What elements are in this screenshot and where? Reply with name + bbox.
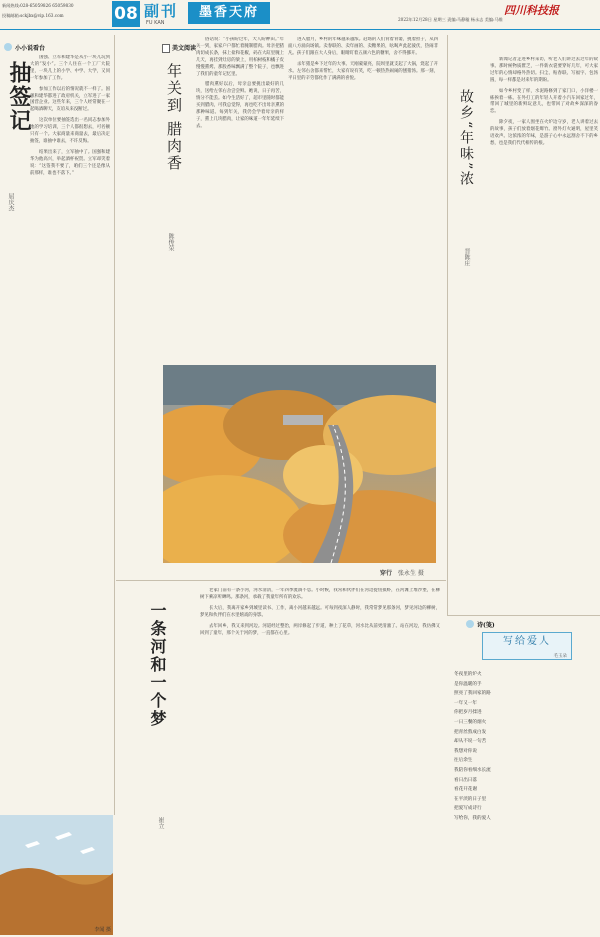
droplet-icon — [466, 620, 474, 628]
feature-photo — [163, 365, 436, 563]
bottom-photo — [0, 815, 113, 935]
cranes-reeds-image — [0, 815, 113, 935]
page-number: 08 — [112, 1, 140, 27]
issue-date: 2022年12月28日 星期三 责编:马静璇 杨永志 美编:马维 — [398, 17, 503, 22]
photo-credit: 李闻 摄 — [94, 927, 111, 933]
section-title: 副刊 — [144, 2, 179, 20]
section-label: 美文阅读 — [172, 45, 197, 52]
poem-line: 往后余生 — [454, 758, 473, 764]
article-body: 新闻记者走进乡村采访，听老人们讲过去过年的故事。那时候物质匮乏，一件新衣裳要穿好几年，可大家过年的心情却格外热切。扫尘、贴春联、写福字、包汤圆，每一样都是对来年的期盼。 如今乡村变了样，水泥路修到了家门口，小洋楼一栋挨着一栋。在外打工的年轻人开着小汽车回家过年，带回了城里的新鲜玩意儿，也带回了对故乡深深的眷恋。 除夕夜，一家人围坐在火炉边守岁，老人讲着过去的故事，孩子们放着烟花爆竹。窗外灯火通明，屋里笑语欢声。这浓浓的年味，是游子心中永远割舍不下的乡愁，也是我们代代相传的根。 — [490, 57, 598, 146]
section-label: 诗(笺) — [477, 622, 495, 629]
article-title: 故乡“年味”浓 — [458, 89, 474, 188]
paper-logo: 四川科技报 — [504, 4, 559, 17]
article-title: 一条河和一个梦 — [148, 602, 167, 728]
droplet-icon — [4, 43, 12, 51]
poem-title-box — [482, 632, 572, 660]
poem-line: 照亮了我回家的路 — [454, 691, 491, 697]
poem-line: 却从不说一句苦 — [454, 739, 487, 745]
poem-line: 是你温暖的手 — [454, 681, 482, 687]
masthead — [0, 0, 600, 30]
autumn-highway-image — [163, 365, 436, 563]
poem-line: 看花开花谢 — [454, 787, 477, 793]
article-title: 年关到 腊肉香 — [165, 63, 183, 172]
right-article — [448, 33, 600, 613]
photo-caption: 穿行 张永生 摄 — [380, 570, 424, 577]
poem-author: 毛玉朵 — [553, 654, 567, 659]
poem-line: 我想对你说 — [454, 748, 477, 754]
poem-lines — [454, 670, 594, 824]
section-tag-poem — [466, 620, 526, 630]
poem-line: 看日出日落 — [454, 777, 477, 783]
article-body: 国强、立军和建华是从小一块儿玩到大的“发小”。三个人住在一个工厂大院里，一块儿上的小学、中学、大学，又同一年参加了工作。 参加工作以后的情况就不一样了。国强和建华都进了政府机关，立军进了一家国营企业。这些年来，三个人经常聚在一起喝酒聊天，友谊从来没断过。 这次单位要抽签选出一名同志参加外地的学习培训，三个人都很想去，可名额只有一个。大家商量来商量去，最后决定抽签，谁抽中谁去，不许反悔。 结果出来了，立军抽中了。国强和建华为他高兴，举起酒杯祝贺。立军却笑着说：“这签我不要了，咱们三个还是像从前那样，谁也不落下。” — [30, 55, 110, 176]
document-icon — [162, 44, 170, 53]
hotline: 新闻热线:028-65059826 65059830 — [2, 3, 74, 8]
author-byline: 晋陈庄 — [463, 248, 470, 266]
poem-line: 把青丝熬成白发 — [454, 729, 487, 735]
poem-line: 冬夜里的炉火 — [454, 672, 482, 677]
article-title: 抽签记 — [6, 61, 32, 133]
poem-line: 在平淡的日子里 — [454, 796, 487, 802]
poem-title: 写给爱人 — [503, 636, 551, 647]
poem-line: 一年又一年 — [454, 700, 477, 706]
section-pinyin: FU KAN — [146, 20, 165, 26]
article-body: 老家门前有一条小河，河水清清，一年四季流淌不息。小时候，我常和伙伴们在河边捉鱼摸虾，在河滩上堆沙堡，在柳树下乘凉听蝉鸣。那条河，承载了我童年所有的欢乐。 长大后，我离开家乡到城里读书、工作，离小河越来越远。可每到夜深人静时，我常常梦见那条河，梦见河边的柳树，梦见和伙伴们在水里嬉戏的身影。 去年回乡，我又来到河边。河道经过整治，两岸修起了步道，种上了花草，河水比从前更清澈了。站在河边，我仿佛又回到了童年，那个关于河的梦，一直都在心里。 — [200, 588, 440, 636]
poem-line: 把爱写成诗行 — [454, 806, 482, 812]
column-banner: 墨香天府 — [188, 2, 270, 24]
article-body: 俗话说：“小孩盼过年，大人盼种田。”年关一到，家家户户都忙着腌制腊肉。母亲把猪肉切成长条，抹上盐和花椒，码在大缸里腌上几天，再挂到灶房的梁上，用柏树枝和橘子皮慢慢熏烤。那股香味飘满了整个院子，也飘进了我们的童年记忆里。 腊肉熏好以后，母亲总要挑出最好的几块，送给左邻右舍尝尝鲜。她说，日子再苦，情分不能丢。如今生活好了，超市里随时都能买到腊肉，可我总觉得，再也吃不出母亲熏的那种味道。每到年关，我仍会学着母亲的样子，熏上几块腊肉，让家的味道一年年延续下去。 — [196, 37, 284, 129]
poem-line: 写给你，我的爱人 — [454, 815, 491, 821]
left-article — [0, 33, 113, 813]
section-label: 小小说看台 — [15, 45, 46, 52]
email: 投稿邮箱:sckjbx@vip.163.com — [2, 13, 64, 18]
poem-line: 你把岁月揉进 — [454, 710, 482, 716]
middle-article — [116, 33, 446, 363]
poem-line: 一日三餐的烟火 — [454, 719, 487, 725]
author-byline: 陈传荣 — [167, 233, 174, 251]
poem-line: 我陪你看细水长流 — [454, 767, 491, 773]
poem-section — [448, 616, 600, 934]
author-byline: 崔立 — [157, 817, 164, 829]
author-byline: 屈庆杰 — [7, 193, 14, 211]
bottom-article — [116, 582, 446, 934]
article-body-continued: 进入腊月，乡村的年味越来越浓。赶场的人们背着背篓，挑着担子，从四面八方涌向场镇。卖春联的、卖年画的、卖糖果的，吆喝声此起彼伏，热闹非凡。孩子们跟在大人身后，眼睛盯着五颜六色的糖果，舍不得挪开。 杀年猪是乡下过年的大事。天刚蒙蒙亮，院坝里就支起了大锅，烧起了开水。左邻右舍都来帮忙，大家有说有笑，吃一顿热热闹闹的刨猪汤。那一刻，平日里的辛劳都化作了满满的喜悦。 — [288, 37, 438, 81]
